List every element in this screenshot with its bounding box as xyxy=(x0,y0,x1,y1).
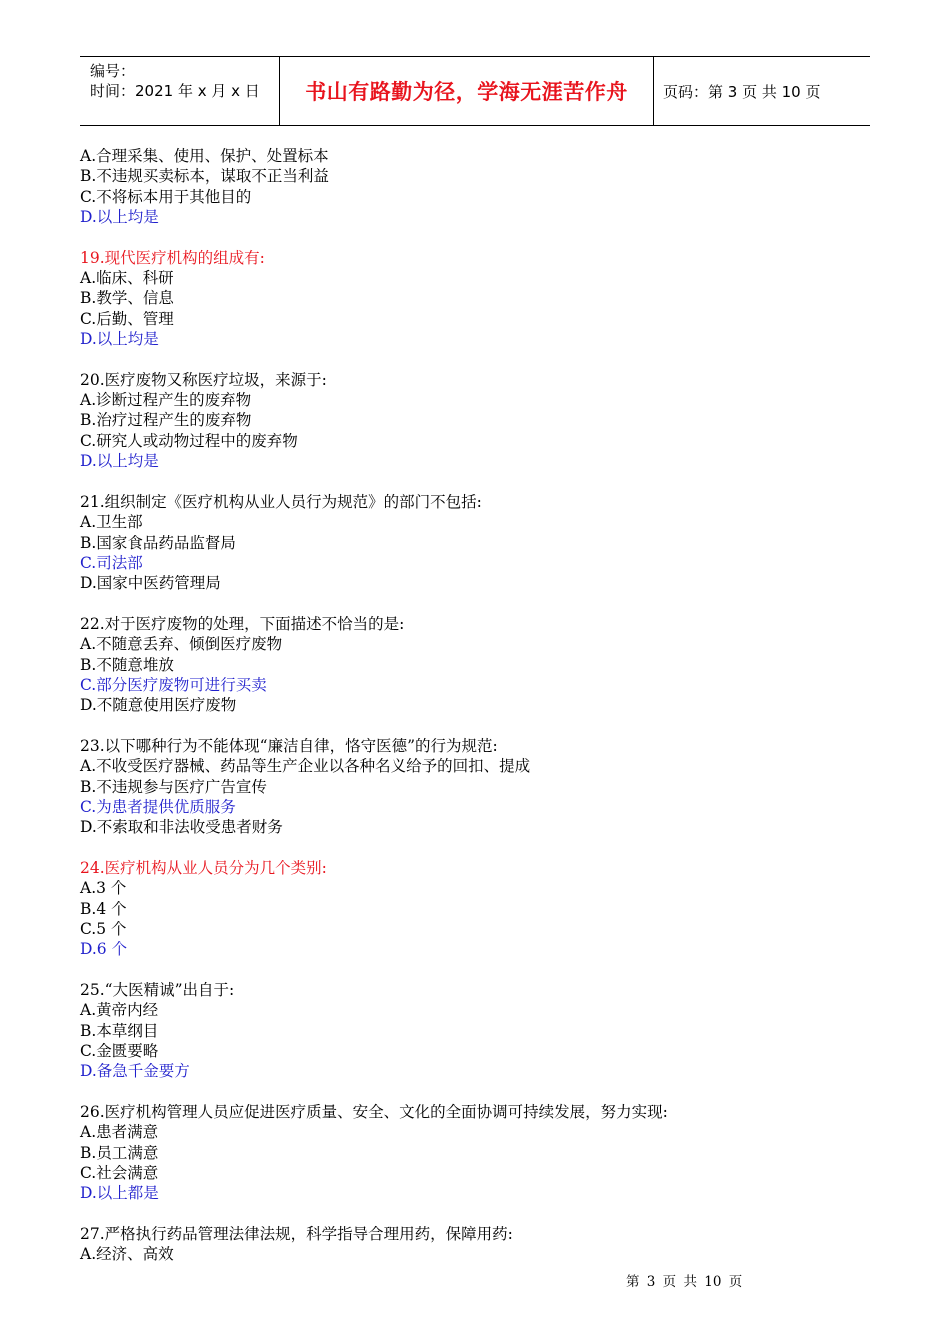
header-motto: 书山有路勤为径，学海无涯苦作舟 xyxy=(280,57,654,125)
answer-option: A.卫生部 xyxy=(80,513,143,532)
question-block xyxy=(80,248,870,350)
answer-option: B.国家食品药品监督局 xyxy=(80,533,236,552)
question-stem: 20.医疗废物又称医疗垃圾，来源于: xyxy=(80,370,327,389)
question-stem: 19.现代医疗机构的组成有: xyxy=(80,248,265,267)
answer-option: D.不随意使用医疗废物 xyxy=(80,696,237,715)
answer-option: C.司法部 xyxy=(80,553,143,572)
answer-option: B.不违规参与医疗广告宣传 xyxy=(80,777,267,796)
document-number-label: 编号： xyxy=(90,62,136,80)
answer-option: D.备急千金要方 xyxy=(80,1062,190,1081)
answer-option: A.临床、科研 xyxy=(80,269,174,288)
answer-option: D.以上均是 xyxy=(80,330,159,349)
question-list xyxy=(80,146,870,1285)
page-header xyxy=(80,56,870,126)
document-time-label: 时间：2021 年 x 月 x 日 xyxy=(90,82,260,100)
page-footer: 第 3 页 共 10 页 xyxy=(626,1274,743,1290)
answer-option: D.以上都是 xyxy=(80,1184,159,1203)
question-continuation xyxy=(80,146,870,228)
answer-option: B.不随意堆放 xyxy=(80,655,174,674)
answer-option: A.患者满意 xyxy=(80,1123,159,1142)
question-stem: 22.对于医疗废物的处理，下面描述不恰当的是: xyxy=(80,614,405,633)
answer-option: D.以上均是 xyxy=(80,452,159,471)
answer-option: B.治疗过程产生的废弃物 xyxy=(80,411,252,430)
answer-option: D.以上均是 xyxy=(80,208,159,227)
question-block xyxy=(80,980,870,1082)
question-stem: 21.组织制定《医疗机构从业人员行为规范》的部门不包括: xyxy=(80,492,482,511)
answer-option: A.诊断过程产生的废弃物 xyxy=(80,391,252,410)
answer-option: A.不随意丢弃、倾倒医疗废物 xyxy=(80,635,283,654)
question-stem: 23.以下哪种行为不能体现“廉洁自律，恪守医德”的行为规范: xyxy=(80,736,498,755)
question-block xyxy=(80,1102,870,1204)
answer-option: D.不索取和非法收受患者财务 xyxy=(80,818,283,837)
question-block xyxy=(80,370,870,472)
answer-option: A.合理采集、使用、保护、处置标本 xyxy=(80,147,329,165)
question-block xyxy=(80,492,870,594)
answer-option: C.研究人或动物过程中的废弃物 xyxy=(80,431,298,450)
question-stem: 27.严格执行药品管理法律法规，科学指导合理用药，保障用药: xyxy=(80,1224,513,1243)
answer-option: B.4 个 xyxy=(80,899,127,918)
question-stem: 25.“大医精诚”出自于: xyxy=(80,980,235,999)
answer-option: A.经济、高效 xyxy=(80,1245,174,1264)
answer-option: C.不将标本用于其他目的 xyxy=(80,187,252,206)
answer-option: D.国家中医药管理局 xyxy=(80,574,221,593)
answer-option: C.部分医疗废物可进行买卖 xyxy=(80,675,267,694)
answer-option: D.6 个 xyxy=(80,940,128,959)
answer-option: C.为患者提供优质服务 xyxy=(80,797,236,816)
answer-option: A.黄帝内经 xyxy=(80,1001,159,1020)
answer-option: B.本草纲目 xyxy=(80,1021,159,1040)
header-meta xyxy=(80,57,280,125)
header-page-info: 页码：第 3 页 共 10 页 xyxy=(663,82,821,101)
answer-option: B.员工满意 xyxy=(80,1143,159,1162)
question-block xyxy=(80,736,870,838)
question-stem: 26.医疗机构管理人员应促进医疗质量、安全、文化的全面协调可持续发展，努力实现: xyxy=(80,1102,668,1121)
answer-option: A.不收受医疗器械、药品等生产企业以各种名义给予的回扣、提成 xyxy=(80,757,531,776)
question-block xyxy=(80,858,870,960)
answer-option: B.不违规买卖标本，谋取不正当利益 xyxy=(80,167,329,186)
answer-option: B.教学、信息 xyxy=(80,289,174,308)
question-block xyxy=(80,614,870,716)
question-block xyxy=(80,1224,870,1265)
answer-option: C.后勤、管理 xyxy=(80,309,174,328)
answer-option: C.5 个 xyxy=(80,920,127,938)
answer-option: A.3 个 xyxy=(80,879,127,898)
question-stem: 24.医疗机构从业人员分为几个类别: xyxy=(80,858,327,877)
answer-option: C.社会满意 xyxy=(80,1164,159,1183)
answer-option: C.金匮要略 xyxy=(80,1042,159,1061)
